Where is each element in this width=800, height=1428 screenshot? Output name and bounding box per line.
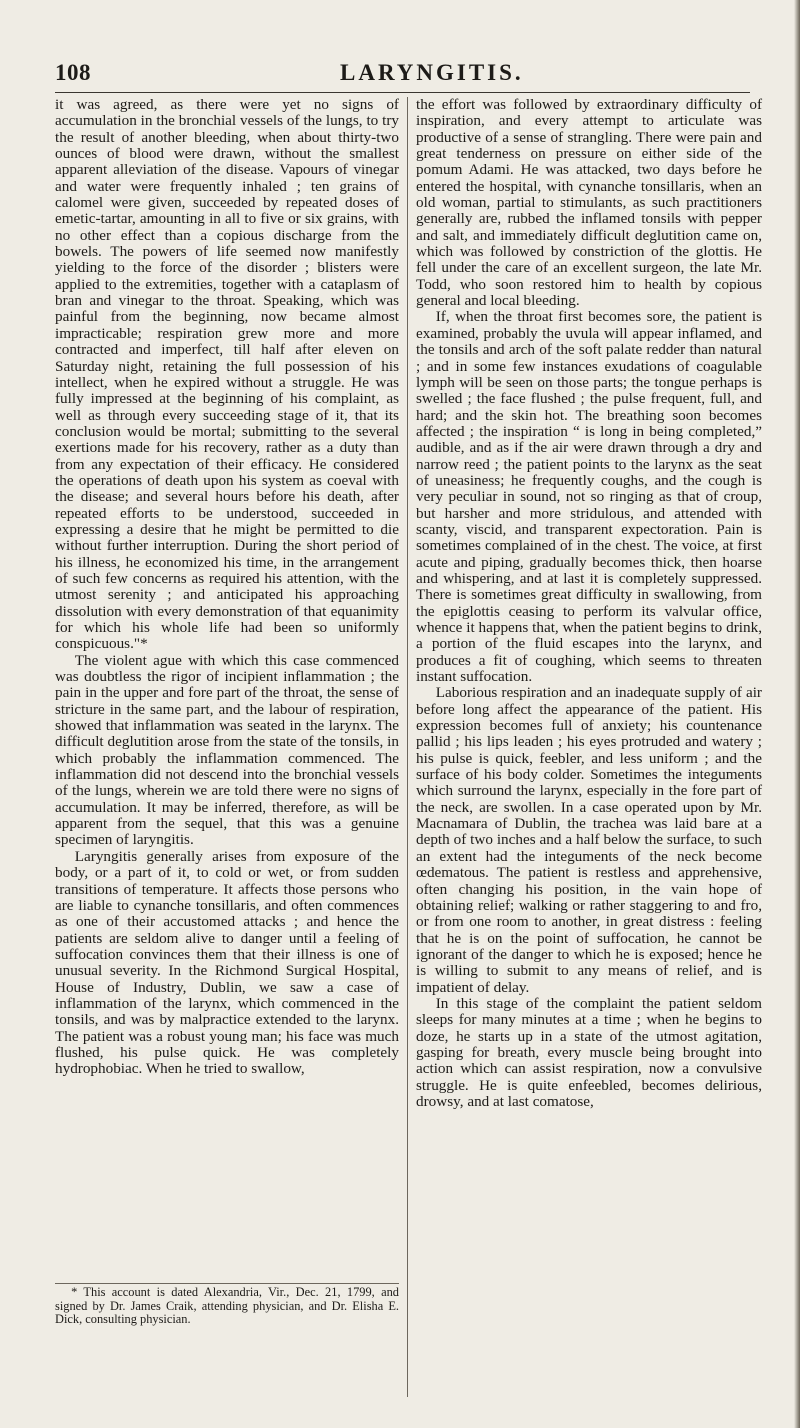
paragraph: Laryngitis generally arises from exposure of the body, or a part of it, to cold or wet, or from sudden transitions of temperature. It affects those persons who are liable to cynanche tonsillaris, and often commences as one of their accustomed attacks ; and hence the patients are seldom alive to danger until a feeling of suffocation convinces them that their illness is one of unusual severity. In the Richmond Surgical Hospital, House of Industry, Dublin, we saw a case of inflammation of the larynx, which commenced in the tonsils, and was by malpractice extended to the larynx. The patient was a robust young man; his face was much flushed, his pulse quick. He was completely hydrophobiac. When he tried to swallow, [55, 847, 399, 1078]
page-spine-shadow [794, 0, 800, 1428]
page-header [55, 60, 755, 90]
paragraph: it was agreed, as there were yet no signs of accumulation in the bronchial vessels of the lungs, to try the result of another bleeding, when about thirty-two ounces of blood were drawn, without the smallest apparent alleviation of the disease. Vapours of vinegar and water were frequently inhaled ; ten grains of calomel were given, succeeded by repeated doses of emetic-tartar, amounting in all to five or six grains, with no other effect than a copious discharge from the bowels. The powers of life seemed now manifestly yielding to the force of the disorder ; blisters were applied to the extremities, together with a cataplasm of bran and vinegar to the throat. Speaking, which was painful from the beginning, now became almost impracticable; respiration grew more and more contracted and imperfect, till half after eleven on Saturday night, retaining the full possession of his intellect, when he expired without a struggle. He was fully impressed at the beginning of his complaint, as well as through every succeeding stage of it, that its conclusion would be mortal; submitting to the several exertions made for his recovery, rather as a duty than from any expectation of their efficacy. He considered the operations of death upon his system as coeval with the disease; and several hours before his death, after repeated efforts to be understood, succeeded in expressing a desire that he might be permitted to die without further interruption. During the short period of his illness, he economized his time, in the arrangement of such few concerns as required his attention, with the utmost serenity ; and anticipated his approaching dissolution with every demonstration of that equanimity for which his whole life had been so uniformly conspicuous."* [55, 96, 399, 653]
footnote: * This account is dated Alexandria, Vir., Dec. 21, 1799, and signed by Dr. James Craik, attending physician, and Dr. Elisha E. Dick, consulting physician. [55, 1285, 399, 1326]
paragraph: the effort was followed by extraordinary difficulty of inspiration, and every attempt to articulate was productive of a sense of strangling. There were pain and great tenderness on pressure on either side of the pomum Adami. He was attacked, two days before he entered the hospital, with cynanche tonsillaris, when an old woman, partial to stimulants, as such practitioners generally are, rubbed the inflamed tonsils with pepper and salt, and immediately difficult deglutition came on, which was followed by constriction of the glottis. He fell under the care of an excellent surgeon, the late Mr. Todd, who soon restored him to health by copious general and local bleeding. [416, 96, 762, 310]
footnote-rule [55, 1283, 399, 1284]
right-column [416, 97, 762, 1110]
left-column [55, 97, 399, 1078]
paragraph: Laborious respiration and an inadequate supply of air before long affect the appearance of the patient. His expression becomes full of anxiety; his countenance pallid ; his lips leaden ; his eyes protruded and watery ; his pulse is quick, feebler, and less uniform ; and the surface of his body colder. Sometimes the integuments which surround the larynx, especially in the fore part of the neck, are swollen. In a case operated upon by Mr. Macnamara of Dublin, the trachea was laid bare at a depth of two inches and a half below the surface, to such an extent had the integuments of the neck become œdematous. The patient is restless and apprehensive, often changing his position, in the vain hope of obtaining relief; walking or rather staggering to and fro, or from one room to another, in great distress : feeling that he is on the point of suffocation, he cannot be ignorant of the danger to which he is exposed; hence he is willing to submit to any means of relief, and is impatient of delay. [416, 684, 762, 996]
header-rule [55, 92, 750, 93]
paragraph: The violent ague with which this case commenced was doubtless the rigor of incipient inflammation ; the pain in the upper and fore part of the throat, the sense of stricture in the same part, and the labour of respiration, showed that inflammation was seated in the larynx. The difficult deglutition arose from the state of the tonsils, in which probably the inflammation commenced. The inflammation did not descend into the bronchial vessels of the lungs, wherein we are told there were no signs of accumulation. It may be inferred, therefore, as will be apparent from the sequel, that this was a genuine specimen of laryngitis. [55, 651, 399, 849]
paragraph: In this stage of the complaint the patient seldom sleeps for many minutes at a time ; when he begins to doze, he starts up in a state of the utmost agitation, gasping for breath, every muscle being brought into action which can assist respiration, now a convulsive struggle. He is quite enfeebled, becomes delirious, drowsy, and at last comatose, [416, 994, 762, 1110]
page-number: 108 [55, 60, 91, 85]
paragraph: If, when the throat first becomes sore, the patient is examined, probably the uvula will appear inflamed, and the tonsils and arch of the soft palate redder than natural ; and in some few instances exudations of coagulable lymph will be seen on those parts; the tongue perhaps is swelled ; the face flushed ; the pulse frequent, full, and hard; and the skin hot. The breathing soon becomes affected ; the inspiration “ is long in being completed,” audible, and as if the air were drawn through a dry and narrow reed ; the patient points to the larynx as the seat of uneasiness; he frequently coughs, and the cough is very peculiar in sound, not so ringing as that of croup, but harsher and more stridulous, and attended with scanty, viscid, and transparent expectoration. Pain is sometimes complained of in the chest. The voice, at first acute and piping, gradually becomes thick, then hoarse and whispering, and at last it is completely suppressed. There is sometimes great difficulty in swallowing, from the epiglottis ceasing to perform its valvular office, whence it happens that, when the patient begins to drink, a portion of the fluid escapes into the larynx, and produces a fit of coughing, which seems to threaten instant suffocation. [416, 308, 762, 686]
running-title: LARYNGITIS. [340, 60, 524, 85]
column-divider [407, 97, 408, 1397]
